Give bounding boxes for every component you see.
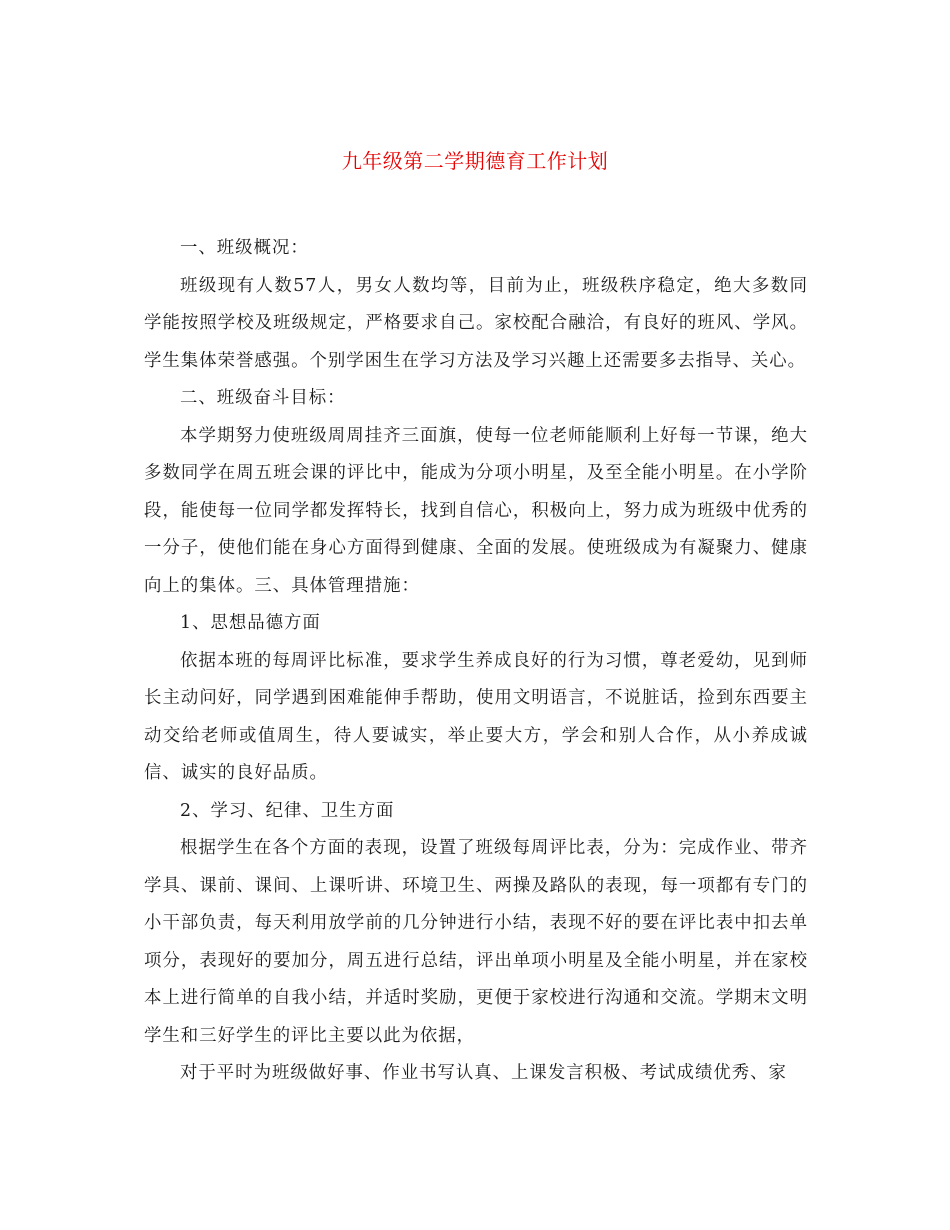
subheading-moral-character: 1、思想品德方面 (180, 613, 321, 633)
paragraph-class-goals: 本学期努力使班级周周挂齐三面旗，使每一位老师能顺利上好每一节课，绝大多数同学在周五班会课的评比中，能成为分项小明星，及至全能小明星。在小学阶段，能使每一位同学都发挥特长，找到自信心，积极向上，努力成为班级中优秀的一分子，使他们能在身心方面得到健康、全面的发展。使班级成为有凝聚力、健康向上的集体。三、具体管理措施： (144, 425, 808, 596)
document-body (144, 230, 808, 1093)
paragraph-study-discipline-hygiene: 根据学生在各个方面的表现，设置了班级每周评比表，分为：完成作业、带齐学具、课前、课间、上课听讲、环境卫生、两操及路队的表现，每一项都有专门的小干部负责，每天利用放学前的几分钟进行小结，表现不好的要在评比表中扣去单项分，表现好的要加分，周五进行总结，评出单项小明星及全能小明星，并在家校本上进行简单的自我小结，并适时奖励，更便于家校进行沟通和交流。学期末文明学生和三好学生的评比主要以此为依据， (144, 838, 808, 1046)
section-heading-class-overview: 一、班级概况： (180, 238, 309, 258)
paragraph-class-overview: 班级现有人数57人，男女人数均等，目前为止，班级秩序稳定，绝大多数同学能按照学校及班级规定，严格要求自己。家校配合融洽，有良好的班风、学风。学生集体荣誉感强。个别学困生在学习方法及学习兴趣上还需要多去指导、关心。 (144, 275, 808, 371)
paragraph-rewards: 对于平时为班级做好事、作业书写认真、上课发言积极、考试成绩优秀、家 (180, 1063, 787, 1083)
paragraph-moral-character: 依据本班的每周评比标准，要求学生养成良好的行为习惯，尊老爱幼，见到师长主动问好，同学遇到困难能伸手帮助，使用文明语言，不说脏话，捡到东西要主动交给老师或值周生，待人要诚实，举止要大方，学会和别人合作，从小养成诚信、诚实的良好品质。 (144, 650, 808, 783)
subheading-study-discipline-hygiene: 2、学习、纪律、卫生方面 (180, 800, 395, 821)
document-title: 九年级第二学期德育工作计划 (341, 149, 609, 173)
section-heading-class-goals: 二、班级奋斗目标： (180, 388, 346, 408)
